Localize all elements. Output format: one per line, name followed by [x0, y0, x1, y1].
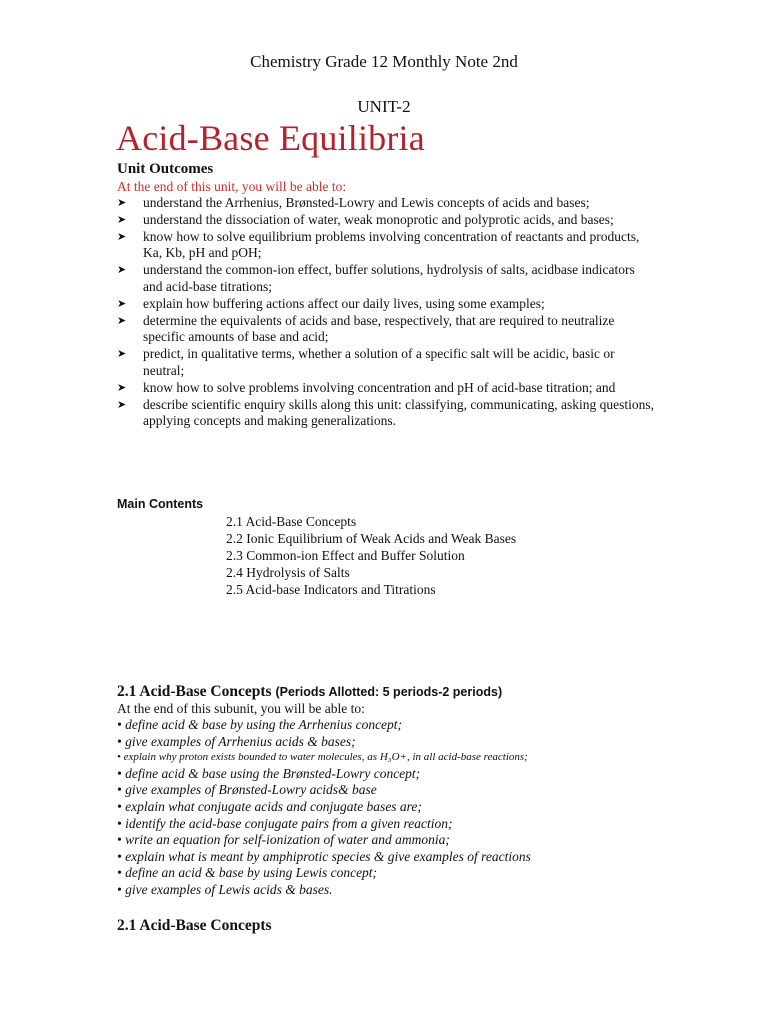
main-contents-heading: Main Contents [117, 497, 204, 511]
contents-item: 2.3 Common-ion Effect and Buffer Solution [226, 548, 465, 563]
arrow-bullet-icon: ➤ [117, 348, 127, 361]
outcome-item: ➤ predict, in qualitative terms, whether a solution of a specific salt will be acidic, basic or neutral; [117, 346, 615, 378]
section-heading: 2.1 Acid-Base Concepts [117, 917, 272, 934]
arrow-bullet-icon: ➤ [117, 314, 127, 327]
main-contents-list [226, 513, 516, 598]
subunit-intro: At the end of this subunit, you will be able to: [117, 701, 365, 716]
outcome-item: ➤ know how to solve equilibrium problems involving concentration of reactants and products, Ka, Kb, pH and pOH; [117, 228, 640, 261]
objective-item: • define an acid & base by using Lewis concept; [117, 865, 378, 881]
arrow-bullet-icon: ➤ [117, 230, 127, 243]
arrow-bullet-icon: ➤ [117, 398, 127, 411]
contents-item: 2.2 Ionic Equilibrium of Weak Acids and Weak Bases [226, 531, 517, 546]
arrow-bullet-icon: ➤ [117, 213, 127, 226]
contents-item: 2.4 Hydrolysis of Salts [226, 565, 350, 580]
arrow-bullet-icon: ➤ [117, 297, 127, 310]
document-title: Chemistry Grade 12 Monthly Note 2nd [250, 52, 518, 71]
unit-title: Acid-Base Equilibria [116, 118, 425, 158]
outcome-item: ➤ explain how buffering actions affect our daily lives, using some examples; [117, 295, 545, 311]
objective-item: • explain what conjugate acids and conjugate bases are; [117, 798, 422, 814]
unit-outcomes-intro: At the end of this unit, you will be able to: [117, 179, 347, 194]
outcome-item: ➤ understand the common-ion effect, buffer solutions, hydrolysis of salts, acidbase indicators and acid-base titrations; [117, 262, 635, 294]
objective-item: • write an equation for self-ionization of water and ammonia; [117, 832, 450, 848]
arrow-bullet-icon: ➤ [117, 381, 127, 394]
outcome-item: ➤ understand the dissociation of water, weak monoprotic and polyprotic acids, and bases; [117, 211, 614, 227]
subunit-title: 2.1 Acid-Base Concepts [117, 683, 272, 700]
outcome-item: ➤ determine the equivalents of acids and base, respectively, that are required to neutralize specific amounts of base and acid; [117, 312, 615, 345]
subunit-heading [117, 682, 502, 702]
subunit-objectives-list [117, 717, 637, 899]
periods-allotted: (Periods Allotted: 5 periods-2 periods) [275, 685, 503, 699]
arrow-bullet-icon: ➤ [117, 197, 127, 209]
contents-item: 2.5 Acid-base Indicators and Titrations [226, 582, 436, 597]
objective-item: • identify the acid-base conjugate pairs from a given reaction; [117, 815, 453, 831]
unit-label: UNIT-2 [357, 97, 411, 116]
objective-item: • explain why proton exists bounded to water molecules, as H₃O+, in all acid-base reactions; [117, 751, 528, 764]
arrow-bullet-icon: ➤ [117, 264, 127, 277]
objective-item: • give examples of Arrhenius acids & bases; [117, 733, 356, 749]
objective-item: • give examples of Brønsted-Lowry acids& base [117, 782, 377, 798]
objective-item: • give examples of Lewis acids & bases. [117, 881, 333, 897]
outcome-item: ➤ know how to solve problems involving concentration and pH of acid-base titration; and [117, 379, 616, 395]
objective-item: • define acid & base using the Brønsted-Lowry concept; [117, 765, 421, 781]
objective-item: • define acid & base by using the Arrhenius concept; [117, 717, 403, 732]
outcome-item: ➤ understand the Arrhenius, Brønsted-Lowry and Lewis concepts of acids and bases; [117, 195, 590, 210]
outcome-item: ➤ describe scientific enquiry skills along this unit: classifying, communicating, asking questions, applying concepts and making generalizations. [117, 396, 655, 429]
unit-outcomes-list [117, 195, 657, 430]
objective-item: • explain what is meant by amphiprotic species & give examples of reactions [117, 848, 531, 864]
contents-item: 2.1 Acid-Base Concepts [226, 514, 357, 529]
unit-outcomes-heading: Unit Outcomes [117, 161, 214, 177]
